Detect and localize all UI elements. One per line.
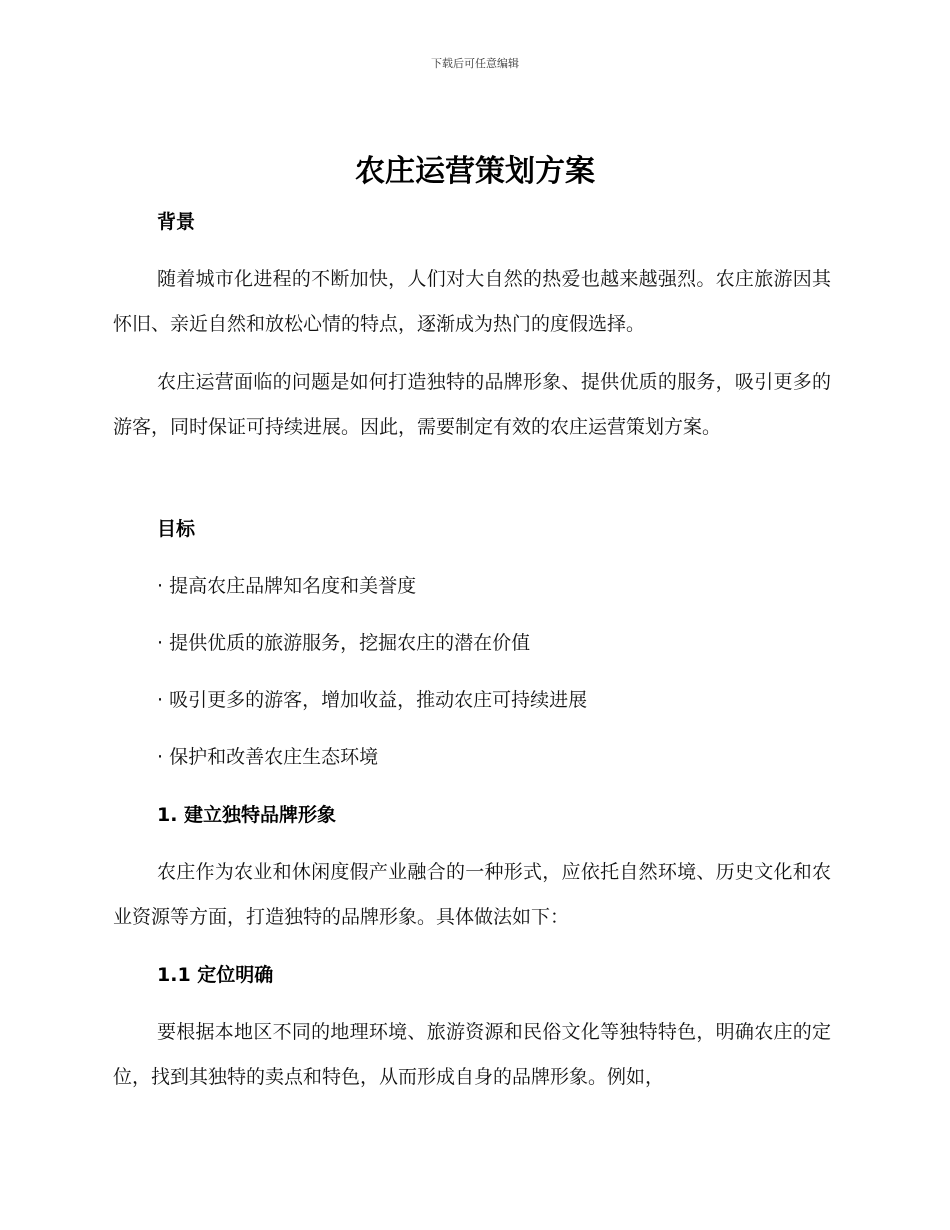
goal-item: · 提供优质的旅游服务，挖掘农庄的潜在价值 xyxy=(157,632,531,654)
section-heading-brand: 1. 建立独特品牌形象 xyxy=(157,804,337,826)
background-paragraph-1: 随着城市化进程的不断加快，人们对大自然的热爱也越来越强烈。农庄旅游因其怀旧、亲近自然和放松心情的特点，逐渐成为热门的度假选择。 xyxy=(113,268,831,335)
goal-item: · 保护和改善农庄生态环境 xyxy=(157,746,379,768)
positioning-paragraph: 要根据本地区不同的地理环境、旅游资源和民俗文化等独特特色，明确农庄的定位，找到其独特的卖点和特色，从而形成自身的品牌形象。例如， xyxy=(113,1021,831,1088)
subsection-heading-positioning: 1.1 定位明确 xyxy=(157,964,274,986)
section-heading-goals: 目标 xyxy=(157,518,196,540)
brand-paragraph: 农庄作为农业和休闲度假产业融合的一种形式，应依托自然环境、历史文化和农业资源等方面，打造独特的品牌形象。具体做法如下： xyxy=(113,861,831,928)
section-heading-background: 背景 xyxy=(157,211,196,233)
document-title: 农庄运营策划方案 xyxy=(355,154,595,189)
goal-item: · 吸引更多的游客，增加收益，推动农庄可持续进展 xyxy=(157,689,588,711)
goal-item: · 提高农庄品牌知名度和美誉度 xyxy=(157,575,417,597)
header-note: 下载后可任意编辑 xyxy=(431,57,519,70)
background-paragraph-2: 农庄运营面临的问题是如何打造独特的品牌形象、提供优质的服务，吸引更多的游客，同时保证可持续进展。因此，需要制定有效的农庄运营策划方案。 xyxy=(113,371,831,438)
